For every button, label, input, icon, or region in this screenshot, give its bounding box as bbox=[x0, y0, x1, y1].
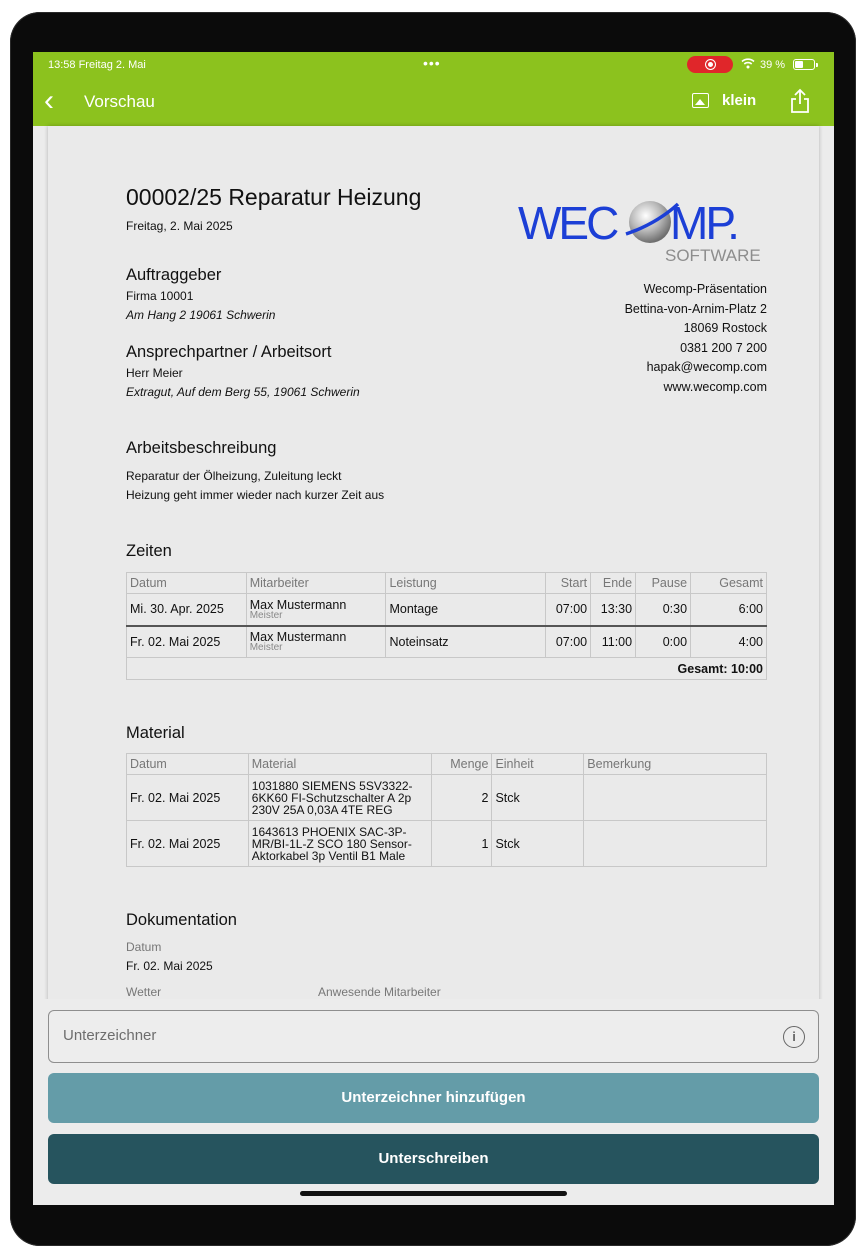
time-date: Fr. 02. Mai 2025 bbox=[127, 626, 247, 658]
material-date: Fr. 02. Mai 2025 bbox=[127, 821, 249, 867]
contact-name: Herr Meier bbox=[126, 366, 183, 380]
image-icon[interactable] bbox=[692, 93, 709, 108]
documentation-date-label: Datum bbox=[126, 940, 162, 954]
documentation-weather-label: Wetter bbox=[126, 985, 162, 999]
time-service: Noteinsatz bbox=[386, 626, 546, 658]
battery-icon bbox=[793, 59, 815, 70]
material-heading: Material bbox=[126, 724, 185, 742]
navigation-bar bbox=[33, 82, 834, 122]
material-unit: Stck bbox=[492, 775, 584, 821]
add-signer-button[interactable]: Unterzeichner hinzufügen bbox=[48, 1073, 819, 1123]
table-row bbox=[127, 821, 767, 867]
document-date: Freitag, 2. Mai 2025 bbox=[126, 219, 233, 233]
work-line-1: Reparatur der Ölheizung, Zuleitung leckt bbox=[126, 469, 342, 483]
time-start: 07:00 bbox=[546, 626, 591, 658]
material-date: Fr. 02. Mai 2025 bbox=[127, 775, 249, 821]
table-row bbox=[127, 626, 767, 658]
svg-text:WEC: WEC bbox=[518, 197, 617, 249]
col-header: Gesamt bbox=[691, 573, 767, 594]
documentation-staff-label: Anwesende Mitarbeiter bbox=[318, 985, 441, 999]
material-table bbox=[126, 753, 767, 867]
company-name: Wecomp-Präsentation bbox=[643, 282, 767, 296]
col-header: Leistung bbox=[386, 573, 546, 594]
documentation-heading: Dokumentation bbox=[126, 911, 237, 929]
client-address: Am Hang 2 19061 Schwerin bbox=[126, 308, 276, 322]
status-time-date: 13:58 Freitag 2. Mai bbox=[48, 59, 146, 71]
work-line-2: Heizung geht immer wieder nach kurzer Zeit aus bbox=[126, 488, 385, 502]
size-toggle[interactable]: klein bbox=[722, 92, 757, 109]
material-note bbox=[584, 821, 767, 867]
home-indicator[interactable] bbox=[300, 1191, 567, 1196]
company-address bbox=[625, 280, 767, 397]
client-heading: Auftraggeber bbox=[126, 266, 222, 284]
top-bar bbox=[33, 52, 834, 126]
multitasking-dots[interactable]: ••• bbox=[423, 55, 441, 71]
battery-percent: 39 % bbox=[760, 59, 786, 71]
signer-input[interactable] bbox=[63, 1027, 743, 1044]
time-pause: 0:30 bbox=[636, 594, 691, 626]
col-header: Datum bbox=[127, 754, 249, 775]
col-header: Mitarbeiter bbox=[246, 573, 386, 594]
company-email: hapak@wecomp.com bbox=[646, 360, 767, 374]
time-pause: 0:00 bbox=[636, 626, 691, 658]
time-service: Montage bbox=[386, 594, 546, 626]
time-total: 6:00 bbox=[691, 594, 767, 626]
material-description: 1643613 PHOENIX SAC-3P- MR/BI-1L-Z SCO 180 Sensor- Aktorkabel 3p Ventil B1 Male bbox=[248, 821, 432, 867]
times-heading: Zeiten bbox=[126, 542, 172, 560]
contact-address: Extragut, Auf dem Berg 55, 19061 Schwerin bbox=[126, 385, 360, 399]
status-bar bbox=[33, 52, 834, 78]
material-quantity: 1 bbox=[432, 821, 492, 867]
col-header: Ende bbox=[591, 573, 636, 594]
table-row bbox=[127, 594, 767, 626]
chevron-left-icon[interactable]: ‹ bbox=[44, 84, 54, 117]
col-header: Material bbox=[248, 754, 432, 775]
table-total-row bbox=[127, 658, 767, 680]
col-header: Einheit bbox=[492, 754, 584, 775]
time-end: 13:30 bbox=[591, 594, 636, 626]
svg-text:MP.: MP. bbox=[670, 197, 737, 249]
col-header: Start bbox=[546, 573, 591, 594]
document-preview[interactable] bbox=[48, 126, 819, 1006]
time-employee: Max Mustermann Meister bbox=[246, 594, 386, 626]
col-header: Datum bbox=[127, 573, 247, 594]
wecomp-logo bbox=[516, 194, 761, 264]
material-unit: Stck bbox=[492, 821, 584, 867]
time-employee: Max Mustermann Meister bbox=[246, 626, 386, 658]
col-header: Bemerkung bbox=[584, 754, 767, 775]
signer-field[interactable] bbox=[48, 1010, 819, 1063]
info-icon[interactable]: i bbox=[783, 1026, 805, 1048]
work-heading: Arbeitsbeschreibung bbox=[126, 439, 277, 457]
col-header: Pause bbox=[636, 573, 691, 594]
company-city: 18069 Rostock bbox=[683, 321, 767, 335]
wifi-icon bbox=[741, 57, 755, 69]
material-quantity: 2 bbox=[432, 775, 492, 821]
time-date: Mi. 30. Apr. 2025 bbox=[127, 594, 247, 626]
sign-button[interactable]: Unterschreiben bbox=[48, 1134, 819, 1184]
times-table bbox=[126, 572, 767, 680]
company-street: Bettina-von-Arnim-Platz 2 bbox=[624, 301, 767, 316]
screen-record-icon[interactable] bbox=[687, 56, 733, 73]
time-total: 4:00 bbox=[691, 626, 767, 658]
col-header: Menge bbox=[432, 754, 492, 775]
contact-heading: Ansprechpartner / Arbeitsort bbox=[126, 343, 332, 361]
material-description: 1031880 SIEMENS 5SV3322- 6KK60 FI-Schutzschalter A 2p 230V 25A 0,03A 4TE REG bbox=[248, 775, 432, 821]
time-start: 07:00 bbox=[546, 594, 591, 626]
nav-back-title[interactable]: Vorschau bbox=[84, 92, 155, 111]
material-note bbox=[584, 775, 767, 821]
share-icon[interactable] bbox=[790, 88, 810, 114]
company-phone: 0381 200 7 200 bbox=[680, 340, 767, 355]
table-row bbox=[127, 775, 767, 821]
company-web: www.wecomp.com bbox=[663, 379, 767, 394]
time-end: 11:00 bbox=[591, 626, 636, 658]
client-name: Firma 10001 bbox=[126, 289, 194, 303]
times-total: Gesamt: 10:00 bbox=[127, 658, 767, 680]
bottom-panel bbox=[33, 999, 834, 1205]
document-title: 00002/25 Reparatur Heizung bbox=[126, 184, 422, 210]
app-screen bbox=[33, 52, 834, 1205]
documentation-date-value: Fr. 02. Mai 2025 bbox=[126, 959, 213, 973]
logo-subtitle: SOFTWARE bbox=[665, 246, 761, 264]
